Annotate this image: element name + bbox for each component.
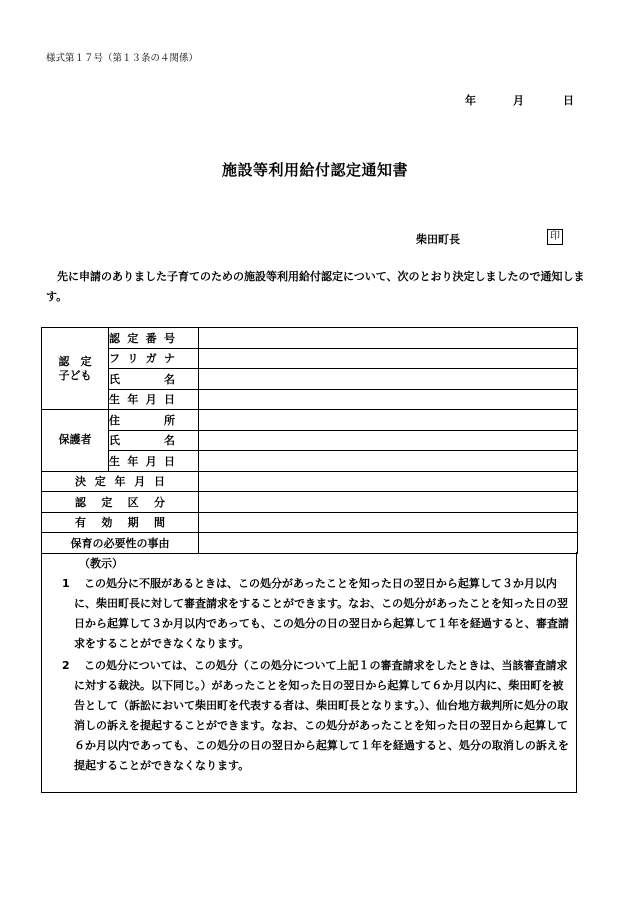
date-year-label: 年	[465, 94, 476, 107]
date-day-label: 日	[563, 94, 574, 107]
notice-item-1	[62, 574, 572, 654]
child-name-value[interactable]	[199, 369, 578, 390]
notice-heading: （教示）	[79, 557, 123, 570]
label-char: 定	[127, 331, 139, 345]
table-row	[42, 492, 578, 513]
label-char: 日	[163, 454, 175, 468]
label-char: 氏	[109, 372, 120, 386]
child-birthdate-value[interactable]	[199, 389, 578, 410]
child-furigana-value[interactable]	[199, 348, 578, 369]
date-month-label: 月	[513, 94, 524, 107]
spread-label	[75, 494, 165, 510]
guardian-birthdate-value[interactable]	[199, 451, 578, 472]
table-row	[42, 512, 578, 533]
cert-number-value[interactable]	[199, 328, 578, 349]
label-char: 月	[134, 475, 146, 489]
certification-table	[41, 327, 578, 554]
spread-label	[109, 330, 175, 346]
cert-category-value[interactable]	[199, 492, 578, 513]
spread-label	[109, 412, 175, 428]
row-label-child-name	[109, 369, 199, 390]
label-char: 月	[145, 393, 157, 407]
row-label-guardian-birthdate	[109, 451, 199, 472]
label-char: 間	[153, 516, 165, 530]
table-row	[42, 533, 578, 554]
guardian-group-label: 保護者	[42, 410, 109, 472]
table-row	[42, 369, 578, 390]
label-char: ガ	[145, 352, 157, 366]
childcare-reason-value[interactable]	[199, 533, 578, 554]
instruction-notice	[41, 552, 577, 793]
row-label-guardian-name	[109, 430, 199, 451]
spread-label	[75, 473, 165, 489]
row-label-childcare-reason	[42, 533, 199, 554]
spread-label	[109, 350, 175, 366]
intro-paragraph: 先に申請のありました子育てのための施設等利用給付認定について、次のとおり決定しましたので通知します。	[46, 270, 585, 303]
label-char: フ	[109, 352, 120, 366]
row-label-decision-date	[42, 471, 199, 492]
row-label-furigana	[109, 348, 199, 369]
label-char: 所	[164, 413, 175, 427]
label-char: 分	[153, 495, 165, 509]
child-group-line-1: 認 定	[58, 354, 92, 368]
label-char: 住	[109, 413, 120, 427]
notice-item-number: 2	[62, 659, 70, 672]
guardian-address-value[interactable]	[199, 410, 578, 431]
intro-text	[46, 267, 586, 307]
label-char: 年	[114, 475, 126, 489]
label-char: 月	[145, 454, 157, 468]
notice-item-number: 1	[62, 577, 70, 590]
label-char: 日	[163, 393, 175, 407]
notice-item-text: この処分については、この処分（この処分について上記１の審査請求をしたときは、当該審査請求に対する裁決。以下同じ。）があったことを知った日の翌日から起算して６か月以内に、柴田町を被告として（訴訟において柴田町を代表する者は、柴田町長となります。）、仙台地方裁判所に処分の取消しの訴えを提起することができます。なお、この処分があったことを知った日の翌日から起算して６か月以内であっても、この処分の日の翌日から起算して１年を経過すると、処分の取消しの訴えを提起することができなくなります。	[74, 659, 569, 772]
childcare-reason-label: 保育の必要性の事由	[70, 536, 170, 550]
table-row	[42, 471, 578, 492]
table-row	[42, 389, 578, 410]
label-char: ナ	[163, 352, 175, 366]
child-group-label	[42, 328, 109, 410]
label-char: 定	[101, 495, 113, 509]
row-label-cert-category	[42, 492, 199, 513]
guardian-name-value[interactable]	[199, 430, 578, 451]
notice-item-2	[62, 656, 572, 776]
table-row	[42, 328, 578, 349]
label-char: 名	[164, 434, 175, 448]
label-char: 期	[127, 516, 139, 530]
label-char: 名	[164, 372, 175, 386]
label-char: 定	[94, 475, 106, 489]
label-char: 日	[154, 475, 165, 489]
label-char: リ	[127, 352, 139, 366]
spread-label	[109, 391, 175, 407]
row-label-address	[109, 410, 199, 431]
table-row	[42, 430, 578, 451]
decision-date-value[interactable]	[199, 471, 578, 492]
row-label-child-birthdate	[109, 389, 199, 410]
label-char: 有	[75, 516, 86, 530]
spread-label	[109, 432, 175, 448]
spread-label	[109, 453, 175, 469]
table-row	[42, 348, 578, 369]
label-char: 生	[109, 393, 120, 407]
document-title: 施設等利用給付認定通知書	[221, 161, 408, 179]
issuer-name: 柴田町長	[416, 233, 460, 246]
spread-label	[109, 371, 175, 387]
label-char: 区	[127, 495, 139, 509]
row-label-cert-number	[109, 328, 199, 349]
notice-item-text: この処分に不服があるときは、この処分があったことを知った日の翌日から起算して３か月以内に、柴田町長に対して審査請求をすることができます。なお、この処分があったことを知った日の翌日から起算して３か月以内であっても、この処分の日の翌日から起算して１年を経過すると、審査請求をすることができなくなります。	[74, 577, 569, 650]
table-row	[42, 410, 578, 431]
label-char: 氏	[109, 434, 120, 448]
label-char: 認	[109, 331, 120, 345]
label-char: 年	[127, 393, 139, 407]
label-char: 番	[145, 331, 157, 345]
child-group-line-2: 子ども	[58, 368, 92, 382]
valid-period-value[interactable]	[199, 512, 578, 533]
label-char: 生	[109, 454, 120, 468]
spread-label	[75, 514, 165, 530]
form-number: 様式第１７号（第１３条の４関係）	[46, 53, 199, 64]
table-row	[42, 451, 578, 472]
label-char: 年	[127, 454, 139, 468]
row-label-valid-period	[42, 512, 199, 533]
seal-mark: 印	[547, 229, 563, 245]
label-char: 決	[75, 475, 86, 489]
label-char: 認	[75, 495, 86, 509]
label-char: 号	[163, 331, 175, 345]
label-char: 効	[101, 516, 113, 530]
